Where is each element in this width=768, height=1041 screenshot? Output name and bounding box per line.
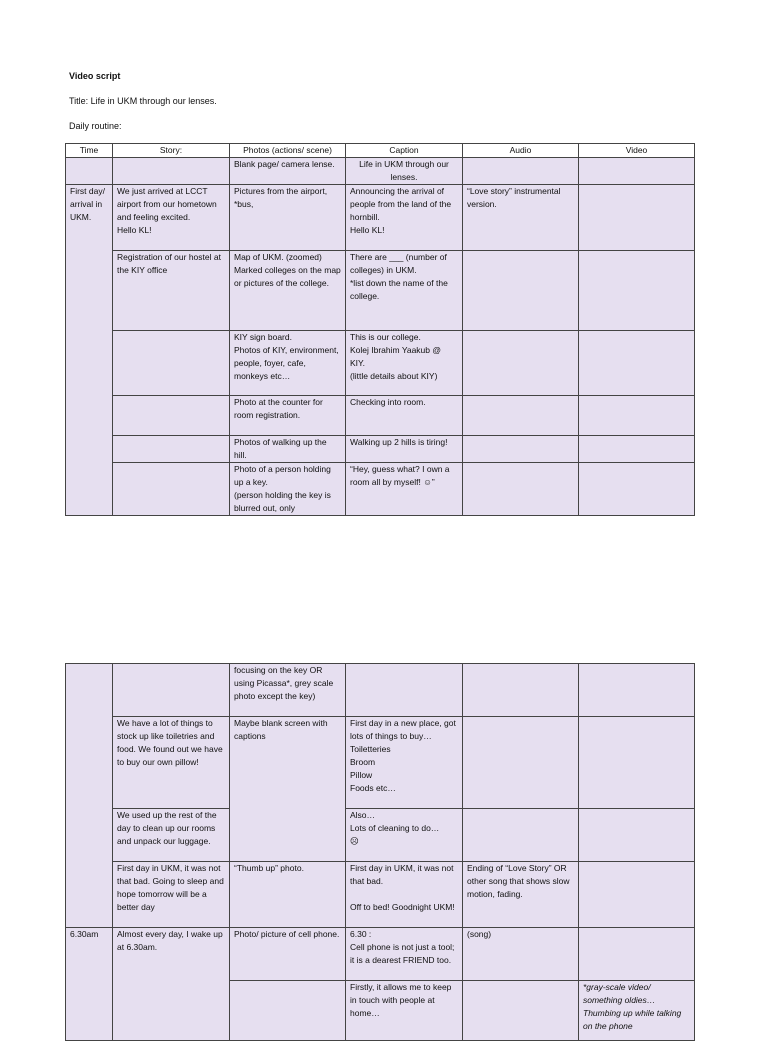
script-table-2	[65, 663, 695, 1041]
cell-story: We just arrived at LCCT airport from our hometown and feeling excited. Hello KL!	[113, 185, 230, 251]
cell-audio	[463, 158, 579, 185]
table-row	[66, 251, 695, 331]
cell-video: *gray-scale video/ something oldies… Thumbing up while talking on the phone	[579, 981, 695, 1041]
header-photos: Photos (actions/ scene)	[230, 144, 346, 158]
cell-photos: Photo of a person holding up a key. (person holding the key is blurred out, only	[230, 463, 346, 516]
cell-audio	[463, 463, 579, 516]
cell-caption	[346, 664, 463, 717]
cell-caption: First day in UKM, it was not that bad. Off to bed! Goodnight UKM!	[346, 862, 463, 928]
cell-story	[113, 664, 230, 717]
cell-caption: “Hey, guess what? I own a room all by myself! ☺”	[346, 463, 463, 516]
table-row	[66, 396, 695, 436]
cell-audio	[463, 251, 579, 331]
cell-story	[113, 436, 230, 463]
cell-time	[66, 158, 113, 185]
cell-photos	[230, 981, 346, 1041]
cell-photos: Photo at the counter for room registration.	[230, 396, 346, 436]
cell-caption: Firstly, it allows me to keep in touch with people at home…	[346, 981, 463, 1041]
cell-video	[579, 251, 695, 331]
cell-story: Registration of our hostel at the KIY office	[113, 251, 230, 331]
table-header-row	[66, 144, 695, 158]
cell-caption: First day in a new place, got lots of things to buy… Toiletteries Broom Pillow Foods etc…	[346, 717, 463, 809]
cell-caption: This is our college. Kolej Ibrahim Yaakub @ KIY. (little details about KIY)	[346, 331, 463, 396]
cell-photos: Blank page/ camera lense.	[230, 158, 346, 185]
cell-audio	[463, 331, 579, 396]
table-row	[66, 862, 695, 928]
document-title-line: Title: Life in UKM through our lenses.	[69, 96, 217, 106]
cell-audio	[463, 664, 579, 717]
cell-caption: Walking up 2 hills is tiring!	[346, 436, 463, 463]
cell-video	[579, 436, 695, 463]
cell-video	[579, 664, 695, 717]
cell-video	[579, 928, 695, 981]
header-time: Time	[66, 144, 113, 158]
cell-photos: “Thumb up” photo.	[230, 862, 346, 928]
daily-routine-label: Daily routine:	[69, 121, 122, 131]
cell-photos: Photos of walking up the hill.	[230, 436, 346, 463]
cell-story	[113, 158, 230, 185]
cell-video	[579, 331, 695, 396]
table-row	[66, 809, 695, 862]
table-row	[66, 158, 695, 185]
cell-caption: Announcing the arrival of people from the land of the hornbill. Hello KL!	[346, 185, 463, 251]
cell-audio	[463, 981, 579, 1041]
cell-audio	[463, 436, 579, 463]
document-heading: Video script	[69, 71, 121, 81]
cell-audio: (song)	[463, 928, 579, 981]
cell-photos: KIY sign board. Photos of KIY, environment, people, foyer, cafe, monkeys etc…	[230, 331, 346, 396]
cell-caption: Life in UKM through our lenses.	[346, 158, 463, 185]
table-row	[66, 463, 695, 516]
cell-story	[113, 331, 230, 396]
cell-caption: Checking into room.	[346, 396, 463, 436]
cell-time: First day/ arrival in UKM.	[66, 185, 113, 516]
header-video: Video	[579, 144, 695, 158]
cell-story	[113, 463, 230, 516]
table-row	[66, 331, 695, 396]
table-row	[66, 928, 695, 981]
cell-audio	[463, 396, 579, 436]
cell-caption: 6.30 : Cell phone is not just a tool; it is a dearest FRIEND too.	[346, 928, 463, 981]
script-table-1	[65, 143, 695, 516]
table-row	[66, 436, 695, 463]
cell-video	[579, 809, 695, 862]
cell-story: First day in UKM, it was not that bad. Going to sleep and hope tomorrow will be a better day	[113, 862, 230, 928]
cell-caption: There are ___ (number of colleges) in UKM. *list down the name of the college.	[346, 251, 463, 331]
cell-video	[579, 717, 695, 809]
cell-story: Almost every day, I wake up at 6.30am.	[113, 928, 230, 1041]
cell-story: We used up the rest of the day to clean up our rooms and unpack our luggage.	[113, 809, 230, 862]
table-row	[66, 717, 695, 809]
cell-audio	[463, 717, 579, 809]
cell-audio: Ending of “Love Story” OR other song that shows slow motion, fading.	[463, 862, 579, 928]
table-row	[66, 664, 695, 717]
cell-video	[579, 185, 695, 251]
cell-time	[66, 664, 113, 928]
cell-audio	[463, 809, 579, 862]
cell-video	[579, 862, 695, 928]
header-story: Story:	[113, 144, 230, 158]
table-row	[66, 185, 695, 251]
header-caption: Caption	[346, 144, 463, 158]
cell-story	[113, 396, 230, 436]
cell-photos: Photo/ picture of cell phone.	[230, 928, 346, 981]
cell-photos: Map of UKM. (zoomed) Marked colleges on the map or pictures of the college.	[230, 251, 346, 331]
cell-photos: focusing on the key OR using Picassa*, grey scale photo except the key)	[230, 664, 346, 717]
header-audio: Audio	[463, 144, 579, 158]
cell-time: 6.30am	[66, 928, 113, 1041]
cell-photos: Pictures from the airport, *bus,	[230, 185, 346, 251]
cell-audio: “Love story” instrumental version.	[463, 185, 579, 251]
cell-video	[579, 396, 695, 436]
cell-video	[579, 463, 695, 516]
cell-caption: Also… Lots of cleaning to do… ☹	[346, 809, 463, 862]
cell-photos: Maybe blank screen with captions	[230, 717, 346, 862]
cell-video	[579, 158, 695, 185]
cell-story: We have a lot of things to stock up like toiletries and food. We found out we have to buy our own pillow!	[113, 717, 230, 809]
